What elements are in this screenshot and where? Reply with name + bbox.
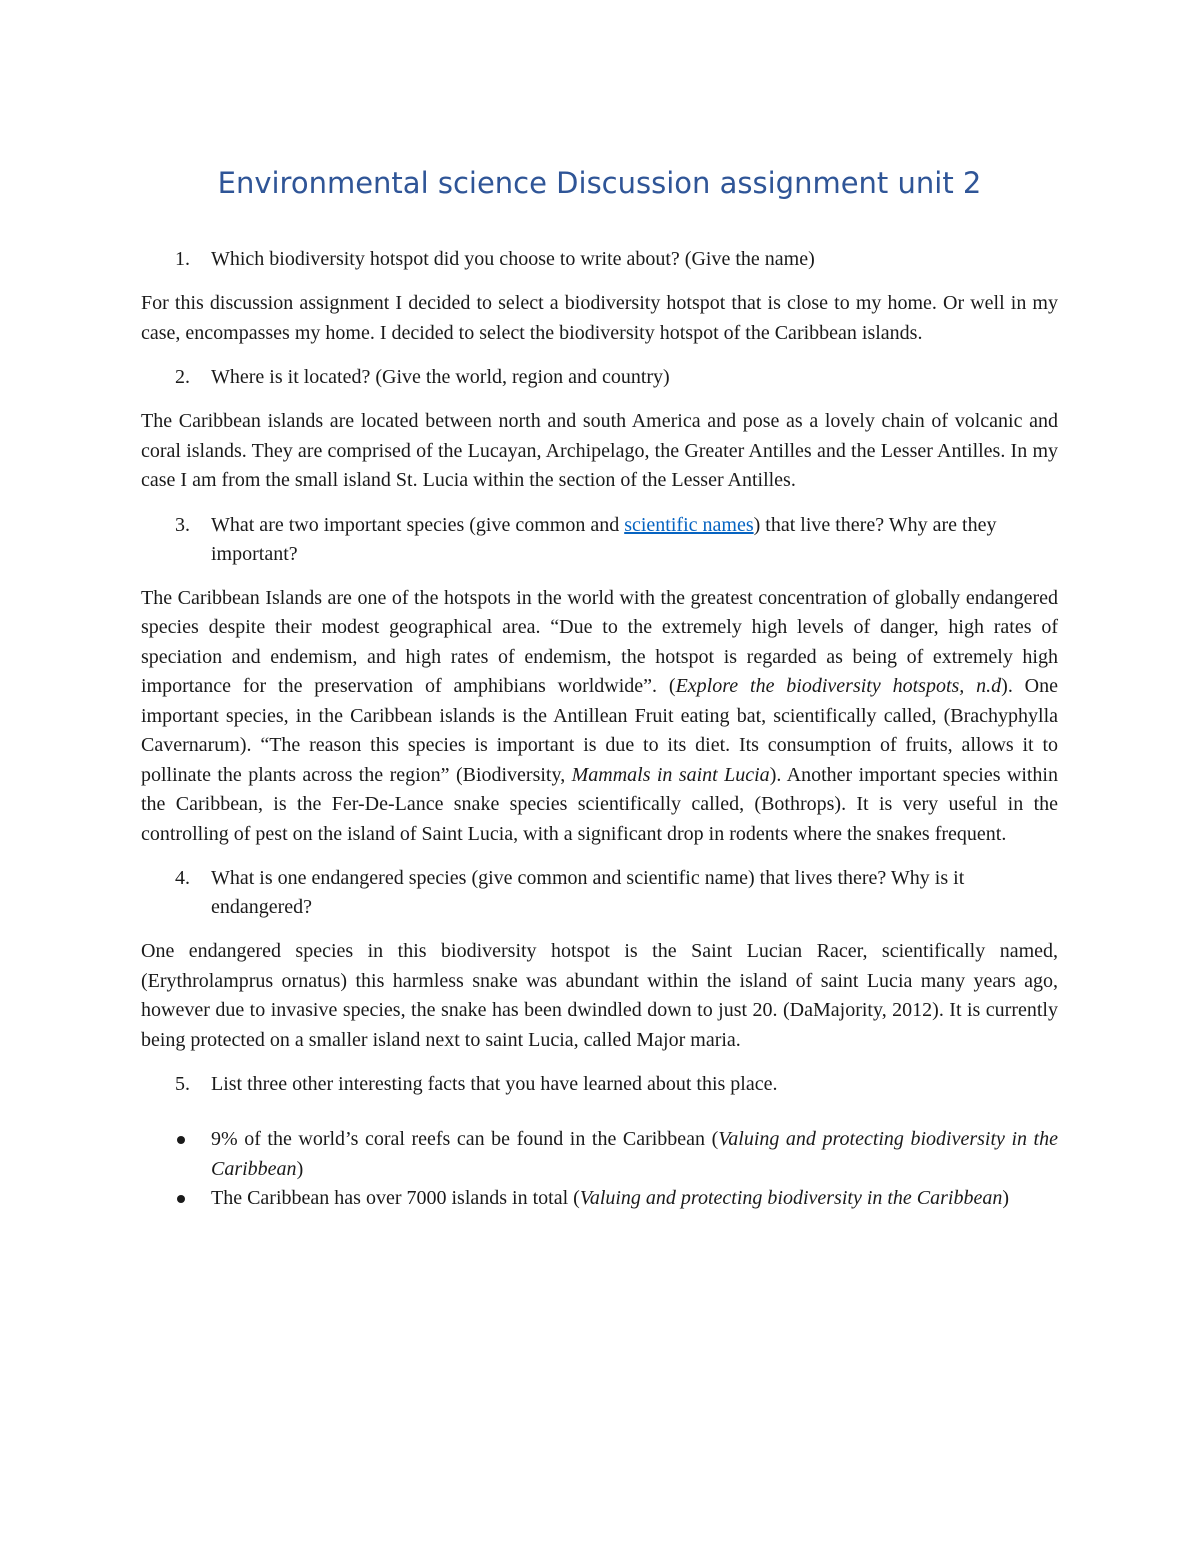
question-text: What is one endangered species (give common and scientific name) that lives there? Why is it endangered? <box>211 867 965 918</box>
answer-3: The Caribbean Islands are one of the hotspots in the world with the greatest concentration of globally endangered species despite their modest geographical area. “Due to the extremely high levels of danger, high rates of speciation and endemism, and high rates of endemism, the hotspot is regarded as being of extremely high importance for the preservation of amphibians worldwide”. (Explore the biodiversity hotspots, n.d). One important species, in the Caribbean islands is the Antillean Fruit eating bat, scientifically called, (Brachyphylla Cavernarum). “The reason this species is important is due to its diet. Its consumption of fruits, allows it to pollinate the plants across the region” (Biodiversity, Mammals in saint Lucia). Another important species within the Caribbean, is the Fer-De-Lance snake species scientifically called, (Bothrops). It is very useful in the controlling of pest on the island of Saint Lucia, with a significant drop in rodents where the snakes frequent. <box>141 586 1059 845</box>
question-text: Which biodiversity hotspot did you choose to write about? (Give the name) <box>211 248 815 270</box>
answer-2: The Caribbean islands are located between north and south America and pose as a lovely chain of volcanic and coral islands. They are comprised of the Lucayan, Archipelago, the Greater Antilles and the Lesser Antilles. In my case I am from the small island St. Lucia within the section of the Lesser Antilles. <box>141 410 1058 491</box>
question-text: What are two important species (give common and scientific names) that live there? Why are they important? <box>211 513 997 565</box>
answer-1: For this discussion assignment I decided to select a biodiversity hotspot that is close to my home. Or well in my case, encompasses my home. I decided to select the biodiversity hotspot of the Caribbean islands. <box>141 292 1058 344</box>
document-title: Environmental science Discussion assignment unit 2 <box>217 166 982 200</box>
question-text: Where is it located? (Give the world, region and country) <box>211 366 670 388</box>
question-1 <box>141 245 1058 274</box>
question-number: 5. <box>175 1073 190 1095</box>
scientific-names-link[interactable]: scientific names <box>624 513 754 536</box>
question-3 <box>141 511 1058 569</box>
answer-4: One endangered species in this biodiversity hotspot is the Saint Lucian Racer, scientifically named, (Erythrolamprus ornatus) this harmless snake was abundant within the island of saint Lucia many years ago, however due to invasive species, the snake has been dwindled down to just 20. (DaMajority, 2012). It is currently being protected on a smaller island next to saint Lucia, called Major maria. <box>141 940 1058 1051</box>
citation: Valuing and protecting biodiversity in the Caribbean <box>211 1128 1058 1180</box>
citation: Mammals in saint Lucia <box>571 763 770 786</box>
citation: Explore the biodiversity hotspots, n.d <box>675 675 1002 697</box>
question-number: 1. <box>175 248 190 270</box>
question-4 <box>141 864 1058 922</box>
list-item: The Caribbean has over 7000 islands in total (Valuing and protecting biodiversity in the Caribbean) <box>141 1184 1058 1214</box>
question-5 <box>141 1070 1058 1099</box>
question-number: 2. <box>175 366 190 388</box>
facts-list <box>141 1125 1058 1214</box>
bullet-icon <box>141 1125 211 1184</box>
question-2 <box>141 363 1058 392</box>
question-number: 4. <box>175 867 190 889</box>
bullet-icon <box>141 1184 211 1214</box>
question-number: 3. <box>175 513 190 536</box>
question-text: List three other interesting facts that you have learned about this place. <box>211 1073 778 1095</box>
citation: Valuing and protecting biodiversity in the Caribbean <box>579 1187 1003 1209</box>
list-item: 9% of the world’s coral reefs can be found in the Caribbean (Valuing and protecting biodiversity in the Caribbean) <box>141 1125 1058 1184</box>
